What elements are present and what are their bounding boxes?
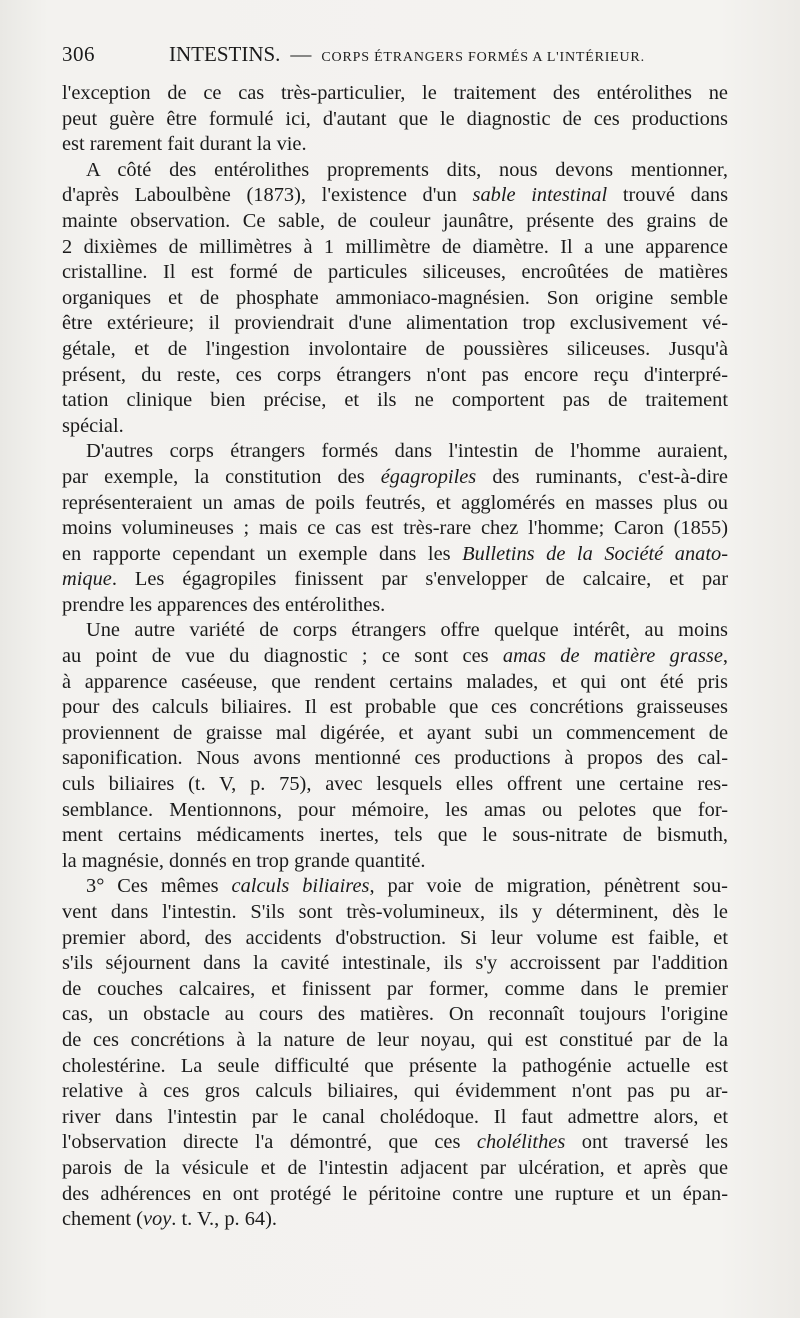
text-line [62, 746, 728, 772]
text-run: moins volumineuses ; mais ce cas est très-rare chez l'homme; Caron (1855) [62, 517, 728, 540]
text-run: est rarement fait durant la vie. [62, 133, 307, 156]
text-run: des ruminants, c'est-à-dire [476, 465, 728, 488]
running-title-main: INTESTINS. [169, 42, 281, 66]
text-run: peut guère être formulé ici, d'autant que le diagnostic de ces productions [62, 107, 728, 130]
text-line [62, 337, 728, 363]
text-line [62, 1130, 728, 1156]
text-run: cas, un obstacle au cours des matières. On reconnaît toujours l'origine [62, 1003, 728, 1026]
text-line [62, 491, 728, 517]
text-run: . t. V., p. 64). [171, 1208, 278, 1231]
text-line [62, 311, 728, 337]
text-run: être extérieure; il proviendrait d'une alimentation trop exclusivement vé- [62, 312, 728, 335]
text-line [62, 414, 728, 440]
text-run: par exemple, la constitution des [62, 465, 381, 488]
text-run: au point de vue du diagnostic ; ce sont ces [62, 645, 503, 668]
text-run: . Les égagropiles finissent par s'envelopper de calcaire, et par [111, 568, 728, 591]
text-run: A côté des entérolithes proprements dits, nous devons mentionner, [86, 158, 728, 181]
text-line [62, 695, 728, 721]
italic-term: amas de matière grasse [502, 645, 723, 668]
text-line [62, 388, 728, 414]
text-run: parois de la vésicule et de l'intestin adjacent par ulcération, et après que [62, 1156, 728, 1179]
text-run: tation clinique bien précise, et ils ne comportent pas de traitement [62, 389, 728, 412]
text-run: de ces concrétions à la nature de leur noyau, qui est constitué par de la [62, 1028, 728, 1051]
text-line [62, 1105, 728, 1131]
italic-term: mique [62, 568, 112, 591]
text-line [62, 798, 728, 824]
running-header [62, 40, 762, 74]
text-run: prendre les apparences des entérolithes. [62, 593, 386, 616]
text-run: chement ( [62, 1208, 143, 1231]
text-line [62, 670, 728, 696]
text-line [62, 874, 728, 900]
text-line [62, 439, 728, 465]
text-run: 3° Ces mêmes [86, 875, 232, 898]
text-line [62, 183, 728, 209]
text-line [62, 926, 728, 952]
text-run: d'après Laboulbène (1873), l'existence d'un [62, 184, 473, 207]
text-run: s'ils séjournent dans la cavité intestinale, ils s'y accroissent par l'addition [62, 952, 728, 975]
italic-term: voy [142, 1208, 172, 1231]
text-line [62, 286, 728, 312]
text-run: ment certains médicaments inertes, tels que le sous-nitrate de bismuth, [62, 824, 728, 847]
italic-term: égagropiles [380, 465, 477, 488]
text-line [62, 81, 728, 107]
text-line [62, 260, 728, 286]
text-run: présent, du reste, ces corps étrangers n'ont pas encore reçu d'interpré- [62, 363, 728, 386]
text-line [62, 209, 728, 235]
text-line [62, 465, 728, 491]
text-line [62, 1207, 728, 1233]
text-run: ont traversé les [565, 1131, 728, 1154]
text-line [62, 618, 728, 644]
body-text [62, 81, 728, 1233]
text-line [62, 542, 728, 568]
text-line [62, 1002, 728, 1028]
text-run: pour des calculs biliaires. Il est probable que ces concrétions graisseuses [62, 696, 728, 719]
text-run: l'exception de ce cas très-particulier, le traitement des entérolithes ne [62, 82, 728, 104]
text-line [62, 1028, 728, 1054]
running-title-sub: CORPS ÉTRANGERS FORMÉS A L'INTÉRIEUR. [321, 50, 645, 65]
text-run: trouvé dans [607, 184, 728, 207]
text-run: cristalline. Il est formé de particules siliceuses, encroûtées de matières [62, 261, 728, 284]
running-title [169, 42, 645, 67]
text-line [62, 772, 728, 798]
text-run: 2 dixièmes de millimètres à 1 millimètre de diamètre. Il a une apparence [62, 235, 728, 258]
page-number: 306 [62, 42, 95, 66]
text-run: en rapporte cependant un exemple dans les [62, 542, 463, 565]
text-run: vent dans l'intestin. S'ils sont très-volumineux, ils y déterminent, dès le [62, 901, 728, 923]
text-run: culs biliaires (t. V, p. 75), avec lesquels elles offrent une certaine res- [62, 773, 728, 796]
text-run: Une autre variété de corps étrangers offre quelque intérêt, au moins [86, 619, 728, 642]
text-run: D'autres corps étrangers formés dans l'intestin de l'homme auraient, [86, 440, 728, 463]
text-line [62, 1079, 728, 1105]
text-run: de couches calcaires, et finissent par former, comme dans le premier [62, 977, 728, 1000]
italic-term: calculs biliaires [231, 875, 370, 898]
text-line [62, 593, 728, 619]
text-line [62, 363, 728, 389]
text-run: spécial. [62, 414, 124, 437]
text-run: l'observation directe l'a démontré, que ces [62, 1131, 477, 1154]
text-run: proviennent de graisse mal digérée, et ayant subi un commencement de [62, 721, 728, 744]
text-run: saponification. Nous avons mentionné ces productions à propos des cal- [62, 747, 728, 770]
text-line [62, 132, 728, 158]
text-run: organiques et de phosphate ammoniaco-magnésien. Son origine semble [62, 286, 728, 309]
text-line [62, 644, 728, 670]
text-line [62, 158, 728, 184]
text-run: relative à ces gros calculs biliaires, qui évidemment n'ont pas pu ar- [62, 1080, 728, 1103]
text-line [62, 1182, 728, 1208]
text-run: , [722, 645, 728, 668]
text-line [62, 567, 728, 593]
text-run: la magnésie, donnés en trop grande quantité. [62, 849, 426, 872]
text-run: semblance. Mentionnons, pour mémoire, les amas ou pelotes que for- [62, 798, 728, 821]
text-line [62, 977, 728, 1003]
text-run: cholestérine. La seule difficulté que présente la pathogénie actuelle est [62, 1054, 728, 1077]
text-run: mainte observation. Ce sable, de couleur jaunâtre, présente des grains de [62, 209, 728, 232]
text-line [62, 721, 728, 747]
italic-term: cholélithes [476, 1131, 566, 1154]
text-line [62, 823, 728, 849]
text-run: représenteraient un amas de poils feutrés, et agglomérés en masses plus ou [62, 491, 728, 514]
text-run: river dans l'intestin par le canal cholédoque. Il faut admettre alors, et [62, 1105, 728, 1128]
text-line [62, 849, 728, 875]
text-run: , par voie de migration, pénètrent sou- [369, 875, 728, 898]
text-line [62, 235, 728, 261]
text-run: premier abord, des accidents d'obstruction. Si leur volume est faible, et [62, 926, 728, 949]
text-line [62, 951, 728, 977]
italic-term: sable intestinal [472, 184, 608, 207]
text-line [62, 1156, 728, 1182]
text-run: gétale, et de l'ingestion involontaire de poussières siliceuses. Jusqu'à [62, 337, 728, 360]
running-title-dash: — [290, 42, 312, 66]
italic-term: Bulletins de la Société anato- [462, 542, 728, 565]
text-line [62, 900, 728, 926]
text-line [62, 1054, 728, 1080]
text-run: des adhérences en ont protégé le péritoine contre une rupture et un épan- [62, 1182, 728, 1205]
text-run: à apparence caséeuse, que rendent certains malades, et qui ont été pris [62, 670, 728, 693]
text-line [62, 516, 728, 542]
text-line [62, 107, 728, 133]
